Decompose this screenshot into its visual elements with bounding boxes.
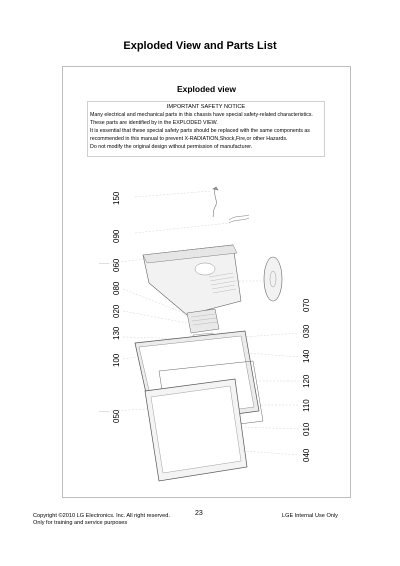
internal-use-label: LGE Internal Use Only xyxy=(282,513,338,519)
callout-100: 100 xyxy=(112,353,121,367)
safety-notice-line: These parts are identified by in the EXPLODED VIEW. xyxy=(90,120,218,126)
callout-070: 070 xyxy=(302,298,311,312)
svg-text:————: ———— xyxy=(99,262,110,265)
page-title: Exploded View and Parts List xyxy=(123,40,277,52)
exploded-view-diagram xyxy=(63,67,352,499)
callout-030: 030 xyxy=(302,324,311,338)
svg-text:————: ———— xyxy=(99,410,110,413)
callout-040: 040 xyxy=(302,448,311,462)
front-bezel-part xyxy=(99,379,299,481)
cable-clip-part xyxy=(135,215,249,233)
safety-notice-line: It is essential that these special safety parts should be replaced with the same components as xyxy=(90,128,310,134)
copyright-text: Copyright ©2010 LG Electronics. Inc. All right reserved. xyxy=(33,513,170,519)
safety-notice-line: Many electrical and mechanical parts in this chassis have special safety-related characteristics. xyxy=(90,112,313,118)
callout-140: 140 xyxy=(302,349,311,363)
copyright-footer xyxy=(33,513,170,527)
callout-080: 080 xyxy=(112,281,121,295)
back-cover-part xyxy=(99,245,241,315)
safety-notice-line: Do not modify the original design without permission of manufacturer. xyxy=(90,144,253,150)
callout-130: 130 xyxy=(112,326,121,340)
exploded-view-frame xyxy=(62,66,351,498)
stand-base-part xyxy=(235,257,282,301)
page-number: 23 xyxy=(195,510,203,517)
callout-020: 020 xyxy=(112,304,121,318)
callout-110: 110 xyxy=(302,399,311,412)
usage-text: Only for training and service purposes xyxy=(33,520,128,526)
callout-090: 090 xyxy=(112,229,121,243)
callouts-left xyxy=(112,191,121,423)
callout-120: 120 xyxy=(302,374,311,388)
callout-150: 150 xyxy=(112,191,121,205)
callouts-right xyxy=(302,298,311,462)
callout-060: 060 xyxy=(112,258,121,272)
safety-notice-heading: IMPORTANT SAFETY NOTICE xyxy=(166,104,246,110)
safety-notice-line: recommended in this manual to prevent X-RADIATION,Shock,Fire,or other Hazards. xyxy=(90,136,288,142)
callout-010: 010 xyxy=(302,422,311,436)
cable-part xyxy=(135,187,218,217)
section-title: Exploded view xyxy=(176,84,237,94)
callout-050: 050 xyxy=(112,409,121,423)
